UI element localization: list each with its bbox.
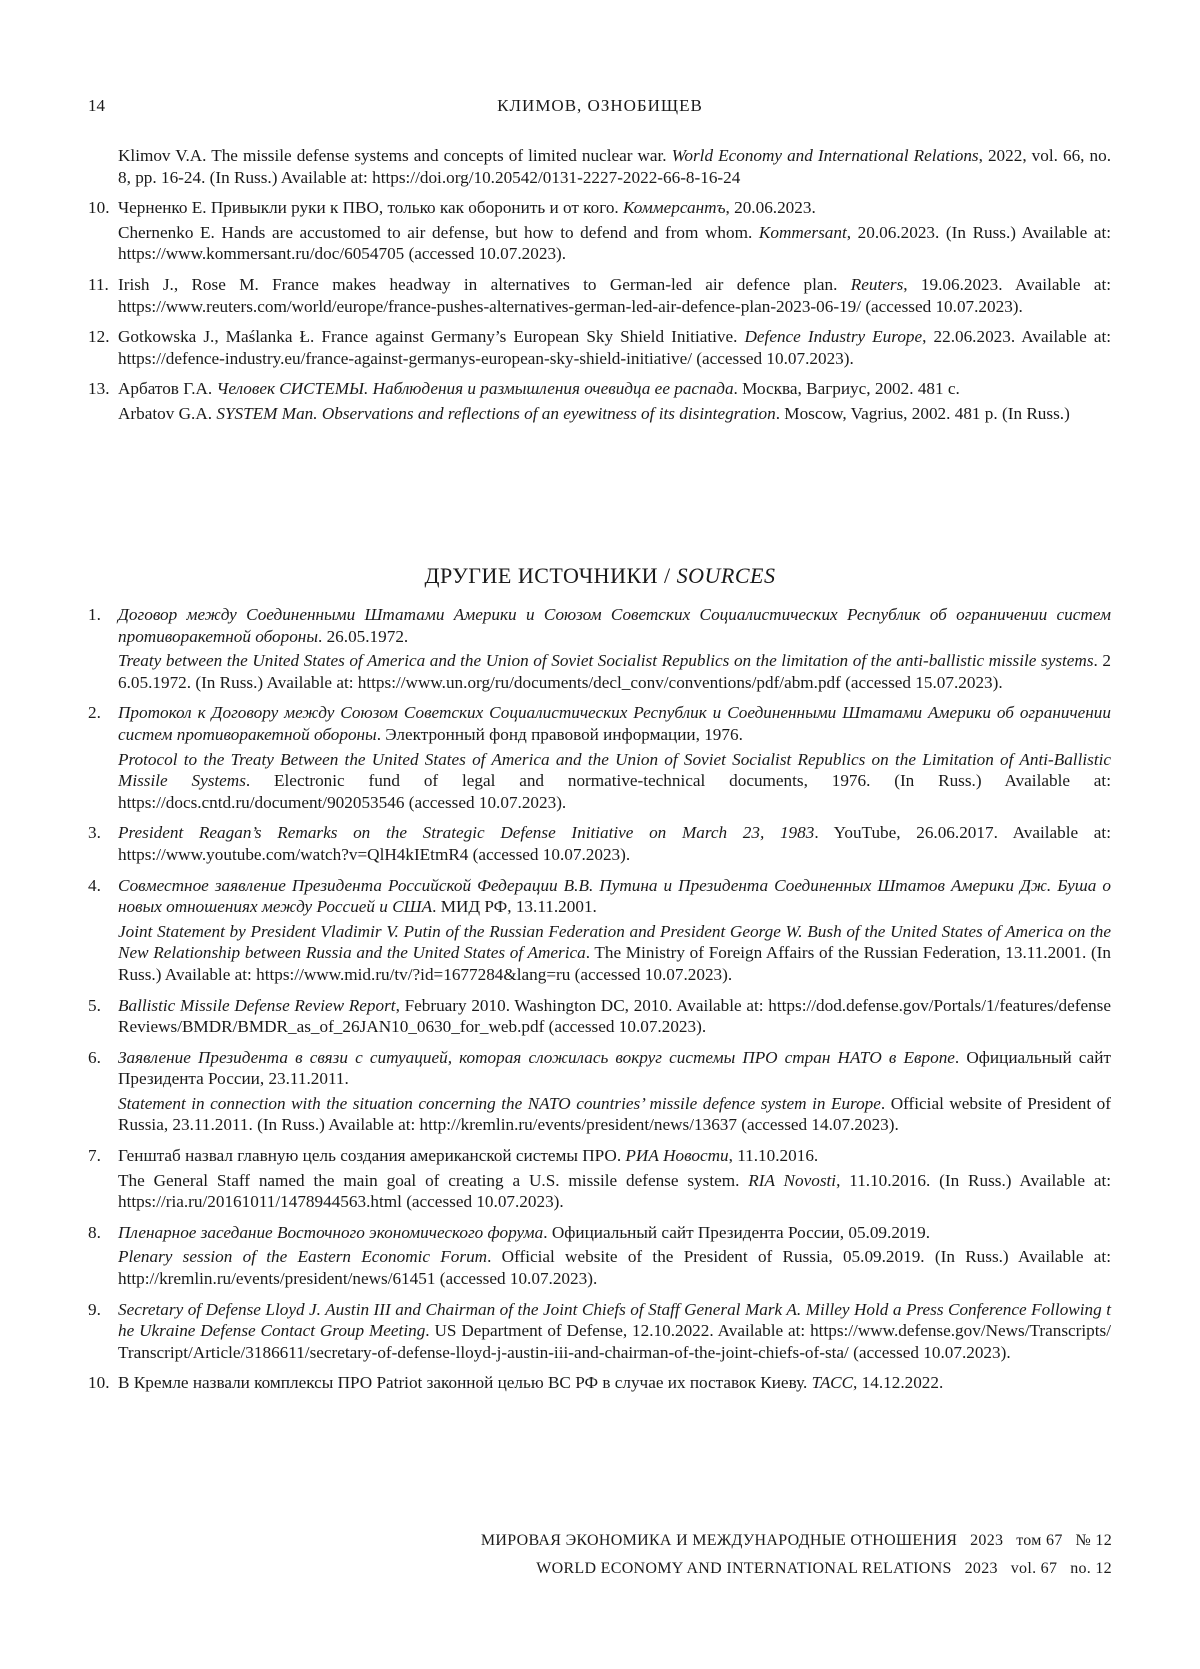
footer-volume-en: vol. 67 bbox=[1010, 1560, 1058, 1577]
reference-13: 13. Арбатов Г.А. Человек СИСТЕМЫ. Наблюдения и размышления очевидца ее распада. Москва, Вагриус, 2002. 481 с. bbox=[88, 379, 960, 399]
source-number: 2. bbox=[88, 703, 101, 723]
source-4: 4. Совместное заявление Президента Российской Федерации В.В. Путина и Президента Соединенных Штатов Америки Дж. Буша о новых отношениях между Россией и США. МИД РФ, 13.11.2001. bbox=[88, 875, 1111, 917]
source-8-english: Plenary session of the Eastern Economic Forum. Official website of the President of Russia, 05.09.2019. (In Russ.) Available at: http://kremlin.ru/events/president/news/61451 (accessed 10.07.2023). bbox=[118, 1247, 1111, 1289]
source-3: 3. President Reagan’s Remarks on the Strategic Defense Initiative on March 23, 1983. YouTube, 26.06.2017. Available at: https://www.youtube.com/watch?v=QlH4kIEtmR4 (accessed 10.07.2023). bbox=[88, 823, 1111, 864]
source-9: 9. Secretary of Defense Lloyd J. Austin III and Chairman of the Joint Chiefs of Staff General Mark A. Milley Hold a Press Conference Following the Ukraine Defense Contact Group Meeting. US Department of Defense, 12.10.2022. Available at: https://www.defense.gov/News/Transcripts/Transcript/Article/3186611/secretary-of-defense-lloyd-j-austin-iii-and-chairman-of-the-joint-chiefs-of-sta/ (accessed 10.07.2023). bbox=[88, 1299, 1111, 1362]
source-1: 1. Договор между Соединенными Штатами Америки и Союзом Советских Социалистических Республик об ограничении систем противоракетной обороны. 26.05.1972. bbox=[88, 605, 1111, 646]
running-title: КЛИМОВ, ОЗНОБИЩЕВ bbox=[497, 96, 703, 115]
source-number: 7. bbox=[88, 1146, 101, 1166]
reference-number: 11. bbox=[88, 274, 109, 294]
source-6-english: Statement in connection with the situation concerning the NATO countries’ missile defence system in Europe. Official website of President of Russia, 23.11.2011. (In Russ.) Available at: http://kremlin.ru/events/president/news/13637 (accessed 14.07.2023). bbox=[118, 1093, 1111, 1135]
source-4-english: Joint Statement by President Vladimir V. Putin of the Russian Federation and President George W. Bush of the United States of America on the New Relationship between Russia and the United States of America. The Ministry of Foreign Affairs of the Russian Federation, 13.11.2001. (In Russ.) Available at: https://www.mid.ru/tv/?id=1677284&lang=ru (accessed 10.07.2023). bbox=[118, 921, 1111, 984]
footer-english bbox=[536, 1560, 1112, 1578]
section-heading: ДРУГИЕ ИСТОЧНИКИ / SOURCES bbox=[424, 563, 776, 588]
source-10: 10. В Кремле назвали комплексы ПРО Patriot законной целью ВС РФ в случае их поставок Киеву. ТАСС, 14.12.2022. bbox=[88, 1373, 944, 1393]
footer-year-en: 2023 bbox=[964, 1560, 998, 1577]
source-number: 6. bbox=[88, 1047, 101, 1067]
reference-12: 12. Gotkowska J., Maślanka Ł. France against Germany’s European Sky Shield Initiative. Defence Industry Europe, 22.06.2023. Available at: https://defence-industry.eu/france-against-germanys-european-sky-shield-initiative/ (accessed 10.07.2023). bbox=[88, 327, 1112, 368]
reference-10-english: Chernenko E. Hands are accustomed to air defense, but how to defend and from whom. Kommersant, 20.06.2023. (In Russ.) Available at: https://www.kommersant.ru/doc/6054705 (accessed 10.07.2023). bbox=[118, 222, 1112, 264]
source-2-english: Protocol to the Treaty Between the United States of America and the Union of Soviet Socialist Republics on the Limitation of Anti-Ballistic Missile Systems. Electronic fund of legal and normative-technical documents, 1976. (In Russ.) Available at: https://docs.cntd.ru/document/902053546 (accessed 10.07.2023). bbox=[118, 749, 1111, 812]
reference-10: 10. Черненко Е. Привыкли руки к ПВО, только как оборонить и от кого. Коммерсантъ, 20.06.2023. bbox=[88, 198, 816, 218]
footer-issue-en: no. 12 bbox=[1070, 1560, 1112, 1577]
footer-journal-en: WORLD ECONOMY AND INTERNATIONAL RELATIONS bbox=[536, 1560, 952, 1577]
source-5: 5. Ballistic Missile Defense Review Report, February 2010. Washington DC, 2010. Available at: https://dod.defense.gov/Portals/1/features/defenseReviews/BMDR/BMDR_as_of_26JAN10_0630_for_web.pdf (accessed 10.07.2023). bbox=[88, 995, 1111, 1037]
reference-list-top bbox=[88, 145, 1111, 434]
reference-number: 10. bbox=[88, 198, 110, 218]
footer-russian bbox=[481, 1532, 1112, 1550]
source-number: 5. bbox=[88, 995, 101, 1015]
source-number: 3. bbox=[88, 823, 101, 843]
source-number: 8. bbox=[88, 1222, 101, 1242]
footer-issue-ru: № 12 bbox=[1075, 1532, 1112, 1549]
reference-number: 13. bbox=[88, 379, 110, 399]
source-1-english: Treaty between the United States of America and the Union of Soviet Socialist Republics on the limitation of the anti-ballistic missile systems. 26.05.1972. (In Russ.) Available at: https://www.un.org/ru/documents/decl_conv/conventions/pdf/abm.pdf (accessed 15.07.2023). bbox=[118, 651, 1111, 692]
source-number: 1. bbox=[88, 605, 101, 624]
reference-number: 12. bbox=[88, 327, 110, 347]
sources-list bbox=[88, 604, 1111, 1397]
source-number: 10. bbox=[88, 1373, 110, 1393]
reference-11: 11. Irish J., Rose M. France makes headway in alternatives to German-led air defence plan. Reuters, 19.06.2023. Available at: https://www.reuters.com/world/europe/france-pushes-alternatives-german-led-air-defence-plan-2023-06-19/ (accessed 10.07.2023). bbox=[88, 274, 1111, 316]
page-number: 14 bbox=[88, 96, 105, 115]
footer-volume-ru: том 67 bbox=[1016, 1532, 1063, 1549]
source-7-english: The General Staff named the main goal of creating a U.S. missile defense system. RIA Novosti, 11.10.2016. (In Russ.) Available at: https://ria.ru/20161011/1478944563.html (accessed 10.07.2023). bbox=[118, 1170, 1111, 1212]
footer-year-ru: 2023 bbox=[970, 1532, 1004, 1549]
source-number: 4. bbox=[88, 875, 101, 895]
source-8: 8. Пленарное заседание Восточного экономического форума. Официальный сайт Президента России, 05.09.2019. bbox=[88, 1222, 930, 1242]
reference-9-english: Klimov V.A. The missile defense systems and concepts of limited nuclear war. World Economy and International Relations, 2022, vol. 66, no. 8, pp. 16-24. (In Russ.) Available at: https://doi.org/10.20542/0131-2227-2022-66-8-16-24 bbox=[118, 146, 1111, 187]
source-number: 9. bbox=[88, 1299, 101, 1319]
source-2: 2. Протокол к Договору между Союзом Советских Социалистических Республик и Соединенными Штатами Америки об ограничении систем противоракетной обороны. Электронный фонд правовой информации, 1976. bbox=[88, 703, 1111, 744]
footer-journal-ru: МИРОВАЯ ЭКОНОМИКА И МЕЖДУНАРОДНЫЕ ОТНОШЕНИЯ bbox=[480, 1532, 958, 1549]
source-6: 6. Заявление Президента в связи с ситуацией, которая сложилась вокруг системы ПРО стран НАТО в Европе. Официальный сайт Президента России, 23.11.2011. bbox=[88, 1047, 1111, 1089]
source-7: 7. Генштаб назвал главную цель создания американской системы ПРО. РИА Новости, 11.10.2016. bbox=[88, 1146, 819, 1166]
reference-13-english: Arbatov G.A. SYSTEM Man. Observations and reflections of an eyewitness of its disintegration. Moscow, Vagrius, 2002. 481 p. (In Russ.) bbox=[118, 403, 1070, 423]
